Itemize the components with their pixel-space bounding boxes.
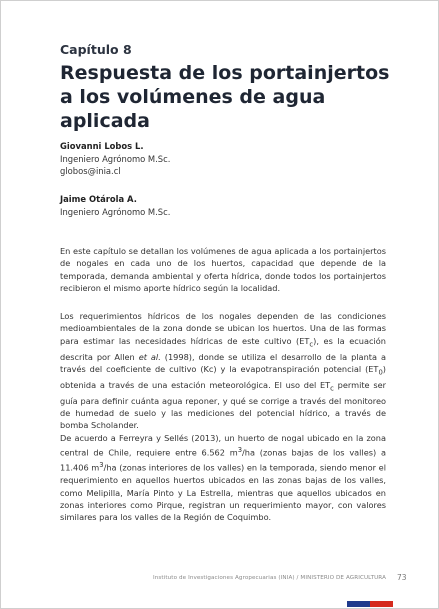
p2-subscript-2: 0	[378, 368, 383, 377]
p3-superscript-1: 3	[237, 446, 243, 455]
chile-flag-stripe	[347, 601, 393, 607]
p3-text-b: /ha (zonas bajas de los valles) a 11.406 m	[60, 448, 386, 474]
author-block-2	[60, 193, 170, 218]
p2-text-b: ), es la ecuación descrita por Allen	[60, 335, 386, 362]
flag-red-segment	[370, 601, 393, 607]
chapter-title-line-2: a los volúmenes de agua aplicada	[60, 86, 326, 132]
p2-text-e: permite ser guía para definir cuánta agua reponer, y qué se corrige a través del monitoreo de humedad de suelo y las mediciones del potencial hídrico, a través de bomba Scholander.	[60, 379, 386, 431]
p2-text-a: Los requerimientos hídricos de los nogales dependen de las condiciones medioambientales de la zona donde se ubican los huertos. Una de las formas para estimar las necesidades hídricas de este cultivo (ET	[60, 311, 386, 346]
author-role: Ingeniero Agrónomo M.Sc.	[60, 153, 171, 164]
p2-et-al: et al.	[138, 351, 161, 362]
paragraph-3	[60, 432, 386, 524]
p3-text-a: De acuerdo a Ferreyra y Sellés (2013), un huerto de nogal ubicado en la zona central de Chile, requiere entre 6.562 m	[60, 433, 386, 459]
chapter-label: Capítulo 8	[60, 42, 132, 57]
footer-institution: Instituto de Investigaciones Agropecuarias (INIA) / MINISTERIO DE AGRICULTURA	[153, 575, 386, 581]
p3-superscript-2: 3	[99, 461, 104, 470]
p2-subscript-1: c	[309, 340, 314, 349]
author-name: Jaime Otárola A.	[60, 194, 137, 204]
p2-text-d: ) obtenida a través de una estación meteorológica. El uso del ET	[60, 363, 386, 390]
page-number: 73	[397, 573, 407, 582]
chapter-title	[60, 61, 400, 133]
p2-text-c: (1998), donde se utiliza el desarrollo de la planta a través del coeficiente de cultivo (Kc) y la evapotranspiración potencial (ET	[60, 351, 386, 374]
paragraph-2	[60, 310, 386, 432]
chapter-title-line-1: Respuesta de los portainjertos	[60, 62, 390, 84]
author-block-1	[60, 140, 170, 178]
paragraph-1: En este capítulo se detallan los volúmenes de agua aplicada a los portainjertos de nogales en cada uno de los huertos, capacidad que depende de la temporada, demanda ambiental y oferta hídrica, donde todos los portainjertos recibieron el mismo aporte hídrico según la localidad.	[60, 246, 386, 293]
flag-blue-segment	[347, 601, 370, 607]
p2-subscript-3: c	[330, 384, 334, 393]
p3-text-c: /ha (zonas interiores de los valles) en la temporada, siendo menor el requerimiento en aquellos huertos ubicados en las zonas bajas de los valles, como Melipilla, María Pinto y La Estrella, mientras que aquellos ubicados en zonas interiores como Pirque, registran un requerimiento mayor, con valores similares para los valles de la Región de Coquimbo.	[60, 463, 386, 523]
author-role: Ingeniero Agrónomo M.Sc.	[60, 206, 171, 217]
author-name: Giovanni Lobos L.	[60, 141, 144, 151]
author-email[interactable]: globos@inia.cl	[60, 166, 121, 176]
